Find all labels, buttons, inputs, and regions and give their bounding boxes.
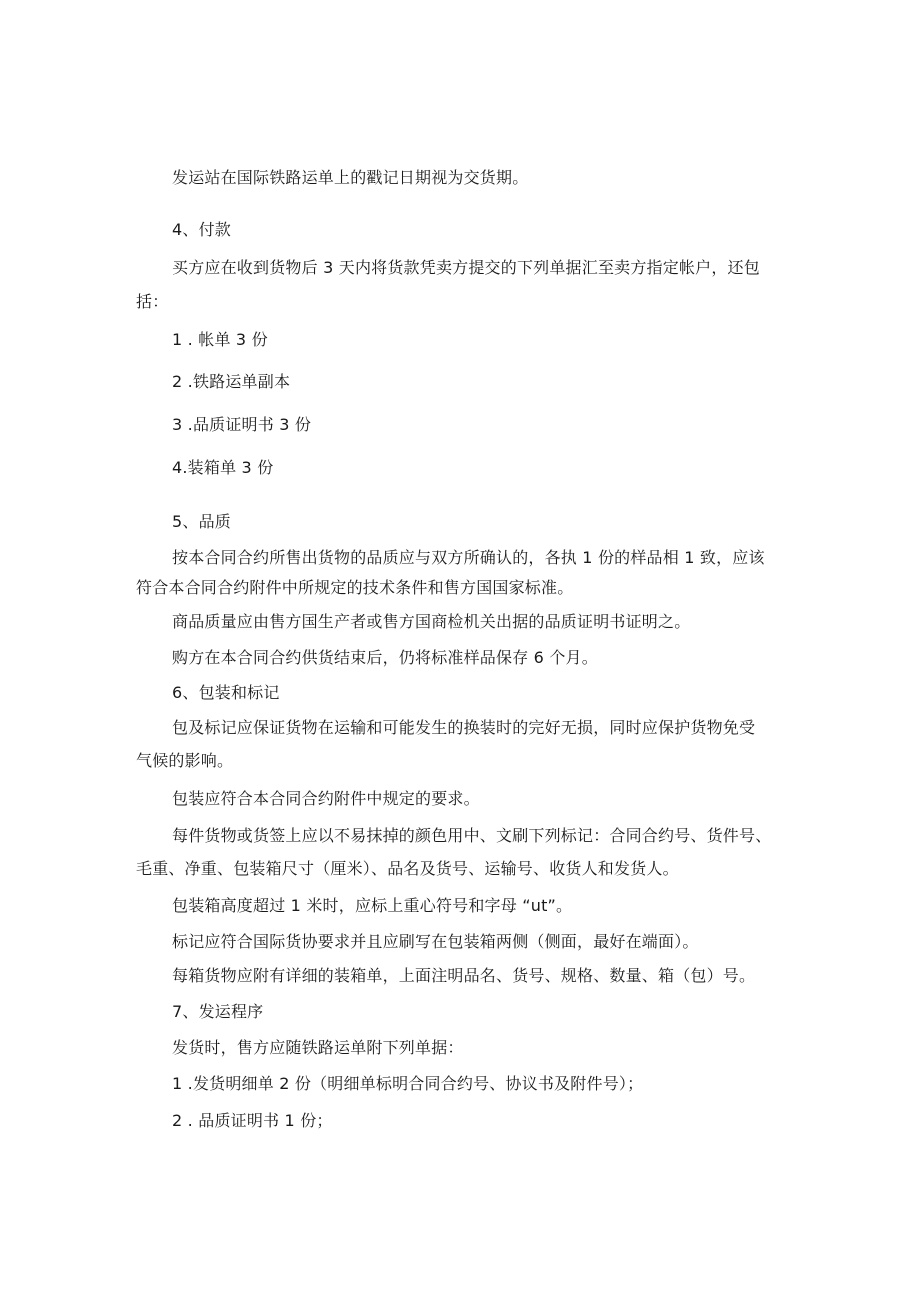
paragraph-packaging: 包及标记应保证货物在运输和可能发生的换装时的完好无损，同时应保护货物免受 bbox=[172, 718, 756, 737]
list-item-quality-cert: 3 .品质证明书 3 份 bbox=[172, 415, 312, 434]
paragraph-packaging-requirements: 包装应符合本合同合约附件中规定的要求。 bbox=[172, 789, 480, 808]
section-heading-shipping: 7、发运程序 bbox=[172, 1002, 264, 1021]
section-heading-payment: 4、付款 bbox=[172, 220, 231, 239]
paragraph-quality-cert: 商品质量应由售方国生产者或售方国商检机关出据的品质证明书证明之。 bbox=[172, 612, 691, 631]
list-item-packing-list: 4.装箱单 3 份 bbox=[172, 458, 274, 477]
paragraph-payment: 买方应在收到货物后 3 天内将货款凭卖方提交的下列单据汇至卖方指定帐户，还包 bbox=[172, 258, 760, 277]
paragraph-markings: 每件货物或货签上应以不易抹掉的颜色用中、文刷下列标记：合同合约号、货件号、 bbox=[172, 826, 772, 845]
paragraph-quality-cont: 符合本合同合约附件中所规定的技术条件和售方国国家标准。 bbox=[136, 578, 574, 597]
paragraph-markings-cont: 毛重、净重、包装箱尺寸（厘米）、品名及货号、运输号、收货人和发货人。 bbox=[136, 859, 679, 878]
list-item-shipping-quality-cert: 2 . 品质证明书 1 份； bbox=[172, 1111, 333, 1130]
list-item-shipping-detail: 1 .发货明细单 2 份（明细单标明合同合约号、协议书及附件号）； bbox=[172, 1074, 644, 1093]
paragraph-packaging-cont: 气候的影响。 bbox=[136, 751, 234, 770]
paragraph-shipping-docs: 发货时，售方应随铁路运单附下列单据： bbox=[172, 1038, 464, 1057]
list-item-invoice: 1 . 帐单 3 份 bbox=[172, 330, 268, 349]
paragraph-payment-cont: 括： bbox=[136, 292, 169, 311]
paragraph-sample-retention: 购方在本合同合约供货结束后，仍将标准样品保存 6 个月。 bbox=[172, 648, 598, 667]
paragraph-delivery-date: 发运站在国际铁路运单上的戳记日期视为交货期。 bbox=[172, 168, 529, 187]
list-item-waybill-copy: 2 .铁路运单副本 bbox=[172, 372, 291, 391]
paragraph-center-of-gravity: 包装箱高度超过 1 米时，应标上重心符号和字母 “ut”。 bbox=[172, 896, 573, 915]
section-heading-packaging: 6、包装和标记 bbox=[172, 683, 280, 702]
paragraph-marking-rules: 标记应符合国际货协要求并且应刷写在包装箱两侧（侧面，最好在端面）。 bbox=[172, 932, 699, 951]
section-heading-quality: 5、品质 bbox=[172, 512, 231, 531]
paragraph-quality: 按本合同合约所售出货物的品质应与双方所确认的，各执 1 份的样品相 1 致，应该 bbox=[172, 548, 765, 567]
paragraph-packing-list-detail: 每箱货物应附有详细的装箱单，上面注明品名、货号、规格、数量、箱（包）号。 bbox=[172, 966, 756, 985]
